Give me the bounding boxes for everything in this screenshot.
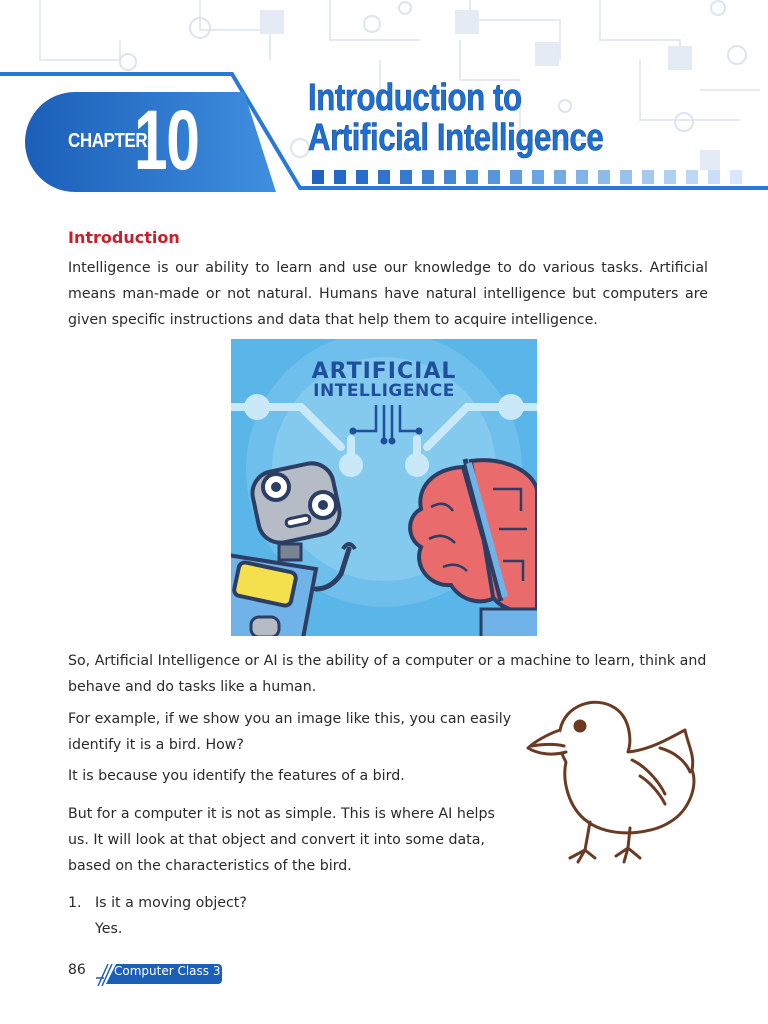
page-number: 86 <box>68 962 86 978</box>
chapter-number: 10 <box>134 93 199 187</box>
section-heading-introduction: Introduction <box>68 228 180 247</box>
book-label: Computer Class 3 <box>114 964 221 978</box>
progress-squares-decoration <box>312 170 742 184</box>
computer-paragraph: But for a computer it is not as simple. This is where AI helps us. It will look at that object and convert it into some data, based on the characteristics of the bird. <box>68 806 495 874</box>
intro-paragraph: Intelligence is our ability to learn and use our knowledge to do various tasks. Artificial means man-made or not natural. Humans have natural intelligence but computers are given specific instructions and data that help them to acquire intelligence. <box>68 260 708 328</box>
chapter-label: CHAPTER <box>68 130 148 152</box>
ai-image-text-line1: ARTIFICIAL <box>311 359 457 384</box>
list-item-number: 1. <box>68 895 82 911</box>
list-item-question: Is it a moving object? <box>95 895 247 911</box>
bird-illustration <box>520 690 710 870</box>
question-list <box>68 890 247 942</box>
ai-illustration <box>231 339 537 636</box>
chapter-title-line2: Artificial Intelligence <box>308 117 604 159</box>
chapter-title-line1: Introduction to <box>308 77 522 119</box>
ai-definition-paragraph: So, Artificial Intelligence or AI is the ability of a computer or a machine to learn, think and behave and do tasks like a human. <box>68 653 707 695</box>
features-paragraph: It is because you identify the features of a bird. <box>68 768 405 784</box>
list-item-answer: Yes. <box>95 921 123 937</box>
ai-image-text-line2: INTELLIGENCE <box>313 381 455 401</box>
example-paragraph: For example, if we show you an image like this, you can easily identify it is a bird. How? <box>68 711 512 753</box>
list-item <box>68 890 247 916</box>
